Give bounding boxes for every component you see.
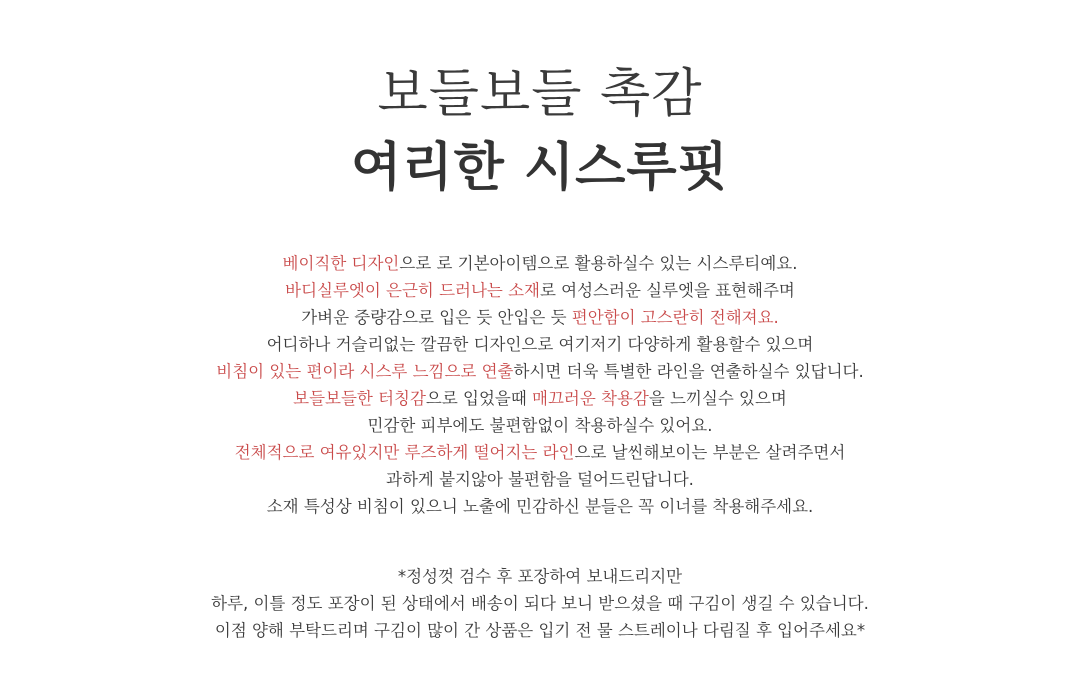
plain-text: 로 여성스러운 실루엣을 표현해주며: [540, 281, 795, 300]
description-line: [0, 250, 1080, 277]
highlight-text: 바디실루엣이 은근히 드러나는 소재: [285, 281, 540, 300]
description-line: [0, 304, 1080, 331]
description-line: 소재 특성상 비침이 있으니 노출에 민감하신 분들은 꼭 이너를 착용해주세요.: [266, 497, 814, 516]
plain-text: 으로 날씬해보이는 부분은 살려주면서: [574, 443, 846, 462]
highlight-text: 매끄러운 착용감: [532, 389, 649, 408]
plain-text: 으로 입었을때: [425, 389, 533, 408]
highlight-text: 보들보들한 터칭감: [293, 389, 426, 408]
highlight-text: 비침이 있는 편이라 시스루 느낌으로 연출: [216, 362, 514, 381]
highlight-text: 베이직한 디자인: [282, 254, 400, 273]
description-line: 민감한 피부에도 불편함없이 착용하실수 있어요.: [367, 416, 713, 435]
plain-text: 하시면 더욱 특별한 라인을 연출하실수 있답니다.: [513, 362, 864, 381]
description-line: [0, 385, 1080, 412]
plain-text: 가벼운 중량감으로 입은 듯 안입은 듯: [301, 308, 572, 327]
description-block: [0, 250, 1080, 520]
highlight-text: 전체적으로 여유있지만 루즈하게 떨어지는 라인: [234, 443, 575, 462]
description-line: [0, 439, 1080, 466]
heading-softness: 보들보들 촉감: [377, 64, 703, 124]
notice-line: 하루, 이틀 정도 포장이 된 상태에서 배송이 되다 보니 받으셨을 때 구김이 생길 수 있습니다.: [211, 594, 869, 613]
plain-text: 을 느끼실수 있으며: [648, 389, 787, 408]
description-line: 과하게 붙지않아 불편함을 덜어드린답니다.: [386, 470, 694, 489]
description-line: [0, 358, 1080, 385]
notice-line: 이점 양해 부탁드리며 구김이 많이 간 상품은 입기 전 물 스트레이나 다림질 후 입어주세요*: [214, 621, 866, 640]
description-line: [0, 277, 1080, 304]
notice-line: *정성껏 검수 후 포장하여 보내드리지만: [397, 567, 683, 586]
highlight-text: 편안함이 고스란히 전해져요.: [571, 308, 779, 327]
heading-seethrough-fit: 여리한 시스루핏: [351, 138, 729, 198]
packaging-notice: [0, 563, 1080, 644]
plain-text: 으로 로 기본아이템으로 활용하실수 있는 시스루티예요.: [399, 254, 798, 273]
description-line: 어디하나 거슬리없는 깔끔한 디자인으로 여기저기 다양하게 활용할수 있으며: [266, 335, 814, 354]
